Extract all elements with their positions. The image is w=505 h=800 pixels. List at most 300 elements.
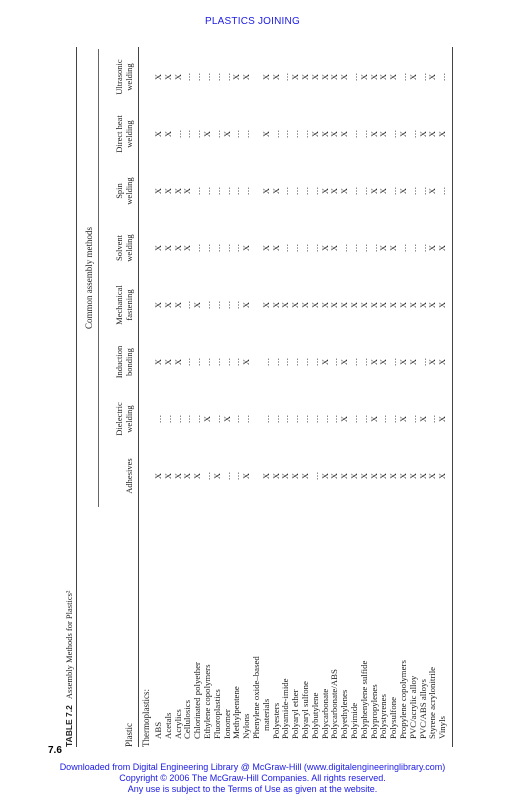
table-cell: X	[172, 244, 183, 252]
table-row	[261, 35, 271, 755]
table-cell: X	[309, 73, 320, 81]
table-cell: X	[407, 472, 418, 480]
plastic-name: Nylons	[241, 713, 252, 739]
table-cell: …	[349, 72, 359, 82]
table-cell: X	[241, 73, 252, 81]
footer-line-1: Downloaded from Digital Engineering Library @ McGraw-Hill (www.digitalengineeringlibrary.com)	[59, 762, 446, 772]
table-cell: X	[378, 130, 389, 138]
column-header-line: fastening	[124, 289, 134, 321]
table-cell: X	[241, 472, 252, 480]
table-cell: …	[192, 129, 203, 139]
table-cell: X	[378, 187, 389, 195]
plastic-name: Polyaryl sulfone	[300, 681, 310, 739]
table-row	[231, 35, 241, 755]
table-cell: X	[417, 415, 428, 423]
table-cell: X	[339, 73, 350, 81]
table-cell: …	[309, 243, 320, 253]
table-cell: …	[231, 243, 242, 253]
table-cell: X	[162, 244, 173, 252]
table-cell: X	[202, 130, 212, 138]
table-row	[300, 35, 310, 755]
table-row	[418, 35, 428, 755]
table-cell: …	[280, 414, 291, 424]
table-cell: X	[388, 301, 399, 309]
table-cell: X	[368, 415, 379, 423]
table-cell: X	[300, 301, 310, 309]
table-cell: X	[329, 301, 340, 309]
table-cell: X	[153, 472, 163, 480]
table-cell: …	[388, 357, 399, 367]
column-header-line: Solvent	[114, 235, 124, 261]
table-row	[192, 35, 202, 755]
plastic-name: Polypropylenes	[368, 684, 379, 739]
column-header	[114, 282, 134, 328]
table-cell: X	[319, 130, 330, 138]
table-cell: …	[280, 357, 291, 367]
table-cell: X	[162, 358, 173, 366]
table-cell: …	[309, 414, 320, 424]
table-cell: …	[260, 414, 271, 424]
table-cell: X	[260, 301, 271, 309]
table-cell: X	[398, 130, 408, 138]
table-cell: X	[270, 244, 281, 252]
table-cell: X	[368, 301, 379, 309]
table-cell: X	[349, 301, 359, 309]
plastic-name: Polyethylenes	[339, 689, 350, 739]
table-cell: X	[280, 301, 291, 309]
table-cell: …	[358, 129, 369, 139]
plastic-name: Polysulfone	[388, 696, 399, 739]
table-cell: X	[153, 301, 163, 309]
table-row	[290, 35, 300, 755]
table-cell: …	[202, 300, 212, 310]
table-cell: X	[329, 187, 340, 195]
table-cell: …	[241, 129, 252, 139]
table-cell: X	[172, 472, 183, 480]
table-cell: X	[368, 358, 379, 366]
table-cell: X	[437, 472, 448, 480]
column-header-line: Induction	[114, 345, 124, 379]
table-cell: X	[339, 301, 350, 309]
table-cell: …	[182, 414, 193, 424]
table-cell: X	[339, 415, 350, 423]
plastic-name: Polycarbonate	[319, 688, 330, 739]
table-cell: X	[319, 358, 330, 366]
table-cell: …	[427, 414, 438, 424]
table-cell: …	[309, 471, 320, 481]
table-cell: X	[388, 472, 399, 480]
table-cell: …	[211, 72, 222, 82]
table-cell: …	[211, 186, 222, 196]
column-header-line: welding	[124, 120, 134, 148]
plastic-name: Ethylene copolymers	[202, 664, 212, 739]
table-cell: X	[182, 244, 193, 252]
table-cell: X	[437, 130, 448, 138]
table-cell: X	[368, 130, 379, 138]
table-cell: …	[192, 72, 203, 82]
column-header-line: Ultrasonic	[114, 59, 124, 95]
table-cell: …	[339, 243, 350, 253]
table-cell: …	[319, 414, 330, 424]
table-row	[339, 35, 349, 755]
table-cell: …	[388, 129, 399, 139]
column-header	[114, 168, 134, 214]
table-row	[251, 35, 261, 755]
table-cell: …	[270, 414, 281, 424]
table-cell: …	[211, 357, 222, 367]
table-cell: X	[388, 244, 399, 252]
table-row	[329, 35, 339, 755]
table-cell: …	[202, 186, 212, 196]
table-row	[388, 35, 398, 755]
table-cell: …	[221, 72, 232, 82]
table-cell: …	[349, 414, 359, 424]
table-cell: …	[358, 414, 369, 424]
table-row	[202, 35, 212, 755]
table-cell: X	[270, 472, 281, 480]
table-cell: …	[290, 243, 301, 253]
table-cell: …	[437, 186, 448, 196]
table-row	[271, 35, 281, 755]
plastic-name: Polycarbonate/ABS	[329, 669, 340, 739]
table-cell: X	[172, 187, 183, 195]
table-row	[427, 35, 437, 755]
table-cell: …	[388, 414, 399, 424]
table-cell: X	[427, 358, 438, 366]
table-cell: X	[162, 472, 173, 480]
table-cell: …	[172, 129, 183, 139]
table-cell: X	[398, 358, 408, 366]
table-cell: X	[202, 415, 212, 423]
table-cell: X	[368, 472, 379, 480]
table-cell: …	[270, 357, 281, 367]
table-cell: X	[290, 472, 301, 480]
table-cell: …	[349, 243, 359, 253]
table-cell: …	[172, 414, 183, 424]
table-cell: …	[221, 300, 232, 310]
column-header-line: welding	[124, 177, 134, 205]
table-cell: X	[241, 358, 252, 366]
plastic-name: PVC/acrylic alloy	[407, 675, 418, 739]
table-cell: X	[329, 244, 340, 252]
table-cell: X	[388, 73, 399, 81]
column-header-line: Dielectric	[114, 402, 124, 436]
plastic-name: PVC/ABS alloys	[417, 679, 428, 739]
table-cell: X	[221, 415, 232, 423]
section-label: Thermoplastics:	[141, 689, 151, 747]
table-cell: X	[221, 130, 232, 138]
table-cell: X	[378, 301, 389, 309]
table-cell: X	[300, 73, 310, 81]
table-row	[241, 35, 251, 755]
table-cell: …	[270, 129, 281, 139]
table-cell: …	[221, 471, 232, 481]
column-header	[114, 396, 134, 442]
table-cell: …	[192, 357, 203, 367]
table-cell: …	[290, 186, 301, 196]
table-cell: X	[427, 130, 438, 138]
table-cell: …	[280, 186, 291, 196]
table-cell: …	[417, 72, 428, 82]
table-cell: X	[319, 73, 330, 81]
table-cell: …	[182, 357, 193, 367]
column-header-line: bonding	[124, 348, 134, 376]
table-cell: X	[192, 472, 203, 480]
column-header	[114, 111, 134, 157]
table-cell: X	[260, 130, 271, 138]
table-cell: …	[231, 414, 242, 424]
bottom-rule	[452, 47, 453, 747]
column-header-line: Direct heat	[114, 115, 124, 153]
table-cell: X	[319, 187, 330, 195]
group-rule	[98, 49, 99, 507]
table-cell: …	[378, 414, 389, 424]
column-header-line: welding	[124, 234, 134, 262]
table-cell: X	[349, 472, 359, 480]
table-cell: X	[260, 244, 271, 252]
table-cell: …	[211, 414, 222, 424]
table-cell: …	[398, 72, 408, 82]
table-cell: …	[153, 414, 163, 424]
table-cell: X	[437, 358, 448, 366]
table-row	[212, 35, 222, 755]
table-cell: X	[241, 244, 252, 252]
table-cell: …	[437, 72, 448, 82]
table-cell: X	[153, 187, 163, 195]
table-cell: …	[231, 300, 242, 310]
table-cell: X	[427, 244, 438, 252]
table-cell: X	[378, 244, 389, 252]
table-row	[320, 35, 330, 755]
table-cell: X	[368, 73, 379, 81]
table-cell: X	[172, 301, 183, 309]
table-cell: …	[192, 243, 203, 253]
table-cell: X	[407, 73, 418, 81]
table-row	[173, 35, 183, 755]
table-cell: X	[329, 73, 340, 81]
table-cell: X	[162, 130, 173, 138]
column-header-line: welding	[124, 405, 134, 433]
table-cell: X	[153, 244, 163, 252]
assembly-methods-table	[58, 35, 458, 755]
table-cell: …	[300, 129, 310, 139]
plastic-column-header: Plastic	[124, 723, 134, 747]
table-cell: …	[417, 186, 428, 196]
page-number: 7.6	[48, 745, 62, 756]
table-cell: …	[182, 129, 193, 139]
table-cell: …	[231, 129, 242, 139]
table-cell: X	[319, 301, 330, 309]
table-cell: X	[329, 130, 340, 138]
table-cell: X	[290, 301, 301, 309]
table-caption-text: Assembly Methods for Plastics²	[64, 590, 74, 700]
table-cell: X	[319, 472, 330, 480]
table-cell: …	[231, 357, 242, 367]
table-cell: X	[290, 73, 301, 81]
table-cell: X	[398, 301, 408, 309]
table-row	[378, 35, 388, 755]
table-cell: X	[270, 73, 281, 81]
table-cell: X	[437, 415, 448, 423]
table-cell: …	[231, 471, 242, 481]
table-cell: X	[407, 301, 418, 309]
table-cell: X	[153, 73, 163, 81]
table-cell: …	[349, 357, 359, 367]
column-header-line: Adhesives	[124, 458, 134, 494]
table-cell: …	[280, 129, 291, 139]
table-cell: …	[192, 186, 203, 196]
table-cell: X	[270, 187, 281, 195]
table-cell: …	[241, 186, 252, 196]
table-cell: …	[221, 186, 232, 196]
table-cell: X	[309, 130, 320, 138]
top-rule	[76, 47, 77, 747]
table-cell: X	[280, 472, 291, 480]
table-cell: X	[437, 301, 448, 309]
table-cell: …	[280, 72, 291, 82]
plastic-name: Fluoroplastics	[211, 689, 222, 739]
column-header	[114, 225, 134, 271]
table-cell: …	[202, 243, 212, 253]
plastic-name: materials	[260, 698, 271, 731]
table-cell: …	[211, 243, 222, 253]
table-cell: X	[172, 73, 183, 81]
plastic-name: ABS	[153, 721, 163, 739]
table-cell: …	[260, 357, 271, 367]
table-row	[349, 35, 359, 755]
plastic-name: Styrene acrylonitrile	[427, 666, 438, 739]
plastic-name: Cellulosics	[182, 699, 193, 739]
table-cell: …	[407, 414, 418, 424]
column-header-line: Spin	[114, 183, 124, 199]
plastic-name: Polybutylene	[309, 692, 320, 739]
table-caption	[64, 591, 74, 747]
plastic-name: Methylpentene	[231, 686, 242, 739]
header-rule	[138, 47, 139, 747]
table-cell: X	[427, 73, 438, 81]
table-cell: X	[211, 472, 222, 480]
footer-line-3: Any use is subject to the Terms of Use as given at the website.	[127, 784, 378, 794]
table-row	[153, 35, 163, 755]
plastic-name: Acetals	[162, 712, 173, 739]
table-cell: …	[290, 129, 301, 139]
table-cell: X	[182, 472, 193, 480]
table-cell: X	[417, 130, 428, 138]
table-cell: X	[339, 472, 350, 480]
table-cell: X	[162, 187, 173, 195]
table-row	[310, 35, 320, 755]
table-cell: X	[368, 187, 379, 195]
table-cell: X	[270, 301, 281, 309]
table-cell: …	[300, 357, 310, 367]
running-head: PLASTICS JOINING	[205, 16, 300, 27]
table-cell: …	[192, 414, 203, 424]
table-cell: X	[437, 244, 448, 252]
table-row	[437, 35, 447, 755]
table-cell: X	[260, 472, 271, 480]
table-row	[163, 35, 173, 755]
table-cell: …	[231, 186, 242, 196]
plastic-name: Acrylics	[172, 709, 183, 739]
plastic-name: Ionomer	[221, 709, 232, 739]
group-header: Common assembly methods	[84, 227, 94, 329]
table-cell: …	[211, 129, 222, 139]
table-cell: …	[300, 186, 310, 196]
table-cell: X	[329, 472, 340, 480]
plastic-name: Chlorinated polyether	[192, 662, 203, 739]
table-cell: …	[211, 300, 222, 310]
plastic-name: Propylene copolymers	[398, 660, 408, 739]
table-cell: …	[241, 414, 252, 424]
plastic-name: Polyesters	[270, 702, 281, 739]
table-cell: X	[162, 73, 173, 81]
table-cell: X	[300, 472, 310, 480]
table-cell: …	[407, 186, 418, 196]
plastic-name: Polyaryl ether	[290, 689, 301, 739]
table-cell: …	[309, 357, 320, 367]
table-cell: …	[417, 357, 428, 367]
table-cell: X	[358, 73, 369, 81]
table-cell: X	[378, 472, 389, 480]
table-cell: X	[309, 301, 320, 309]
table-cell: X	[339, 358, 350, 366]
table-cell: …	[300, 414, 310, 424]
table-cell: …	[388, 186, 399, 196]
table-cell: …	[280, 243, 291, 253]
table-cell: …	[309, 186, 320, 196]
table-cell: X	[427, 472, 438, 480]
table-cell: X	[153, 358, 163, 366]
table-cell: X	[378, 358, 389, 366]
table-label: TABLE 7.2	[64, 705, 74, 747]
table-cell: …	[329, 357, 340, 367]
table-cell: …	[221, 243, 232, 253]
table-cell: …	[407, 129, 418, 139]
table-cell: X	[241, 301, 252, 309]
column-header	[114, 339, 134, 385]
table-cell: …	[368, 243, 379, 253]
table-cell: …	[162, 414, 173, 424]
column-header-line: welding	[124, 63, 134, 91]
table-cell: X	[339, 130, 350, 138]
table-cell: …	[182, 300, 193, 310]
table-cell: X	[358, 472, 369, 480]
table-row	[222, 35, 232, 755]
table-cell: X	[398, 415, 408, 423]
table-row	[280, 35, 290, 755]
table-cell: X	[427, 187, 438, 195]
table-cell: …	[300, 243, 310, 253]
plastic-name: Polyphenylene sulfide	[358, 660, 369, 739]
table-cell: X	[260, 73, 271, 81]
table-cell: …	[202, 357, 212, 367]
table-cell: …	[290, 357, 301, 367]
table-cell: X	[182, 187, 193, 195]
table-cell: X	[162, 301, 173, 309]
table-cell: X	[319, 244, 330, 252]
table-cell: …	[407, 243, 418, 253]
table-cell: X	[192, 301, 203, 309]
table-row	[408, 35, 418, 755]
table-cell: X	[398, 187, 408, 195]
table-cell: X	[417, 301, 428, 309]
column-header	[114, 54, 134, 100]
table-cell: …	[202, 72, 212, 82]
table-cell: …	[417, 243, 428, 253]
table-row	[369, 35, 379, 755]
table-cell: X	[407, 358, 418, 366]
table-cell: X	[417, 472, 428, 480]
